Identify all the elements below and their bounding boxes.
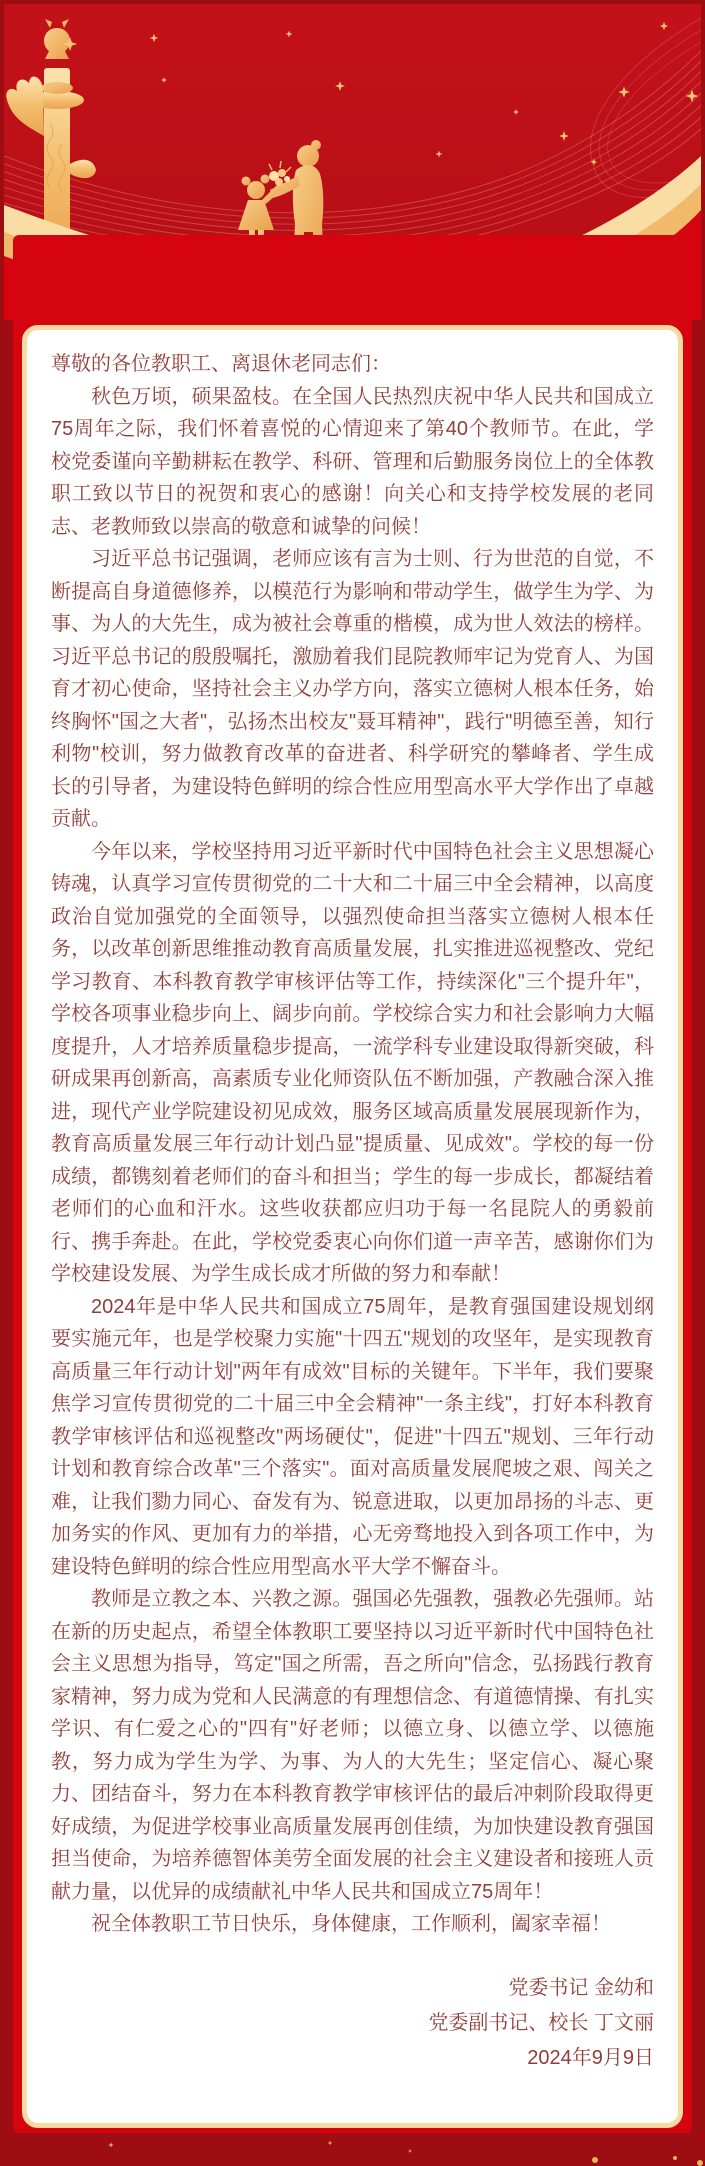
signature-line: 党委副书记、校长 丁文丽 bbox=[428, 2011, 654, 2034]
letter-salutation: 尊敬的各位教职工、离退休老同志们： bbox=[51, 353, 391, 375]
letter-paragraph: 教师是立教之本、兴教之源。强国必先强教，强教必先强师。站在新的历史起点，希望全体教职工要坚持以习近平新时代中国特色社会主义思想为指导，笃定"国之所需，吾之所向"信念，弘扬践行教育家精神，努力成为党和人民满意的有理想信念、有道德情操、有扎实学识、有仁爱之心的"四有"好老师；以德立身、以德立学、以德施教，努力成为学生为学、为事、为人的大先生；坚定信心、凝心聚力、团结奋斗，努力在本科教育教学审核评估的最后冲刺阶段取得更好成绩，为促进学校事业高质量发展再创佳绩，为加快建设教育强国担当使命，为培养德智体美劳全面发展的社会主义建设者和接班人贡献力量，以优异的成绩献礼中华人民共和国成立75周年！ bbox=[51, 1588, 654, 1903]
letter-paragraph: 2024年是中华人民共和国成立75周年，是教育强国建设规划纲要实施元年，也是学校聚力实施"十四五"规划的攻坚年，是实现教育高质量三年行动计划"两年有成效"目标的关键年。下半年，我们要聚焦学习宣传贯彻党的二十届三中全会精神"一条主线"，打好本科教育教学审核评估和巡视整改"两场硬仗"，促进"十四五"规划、三年行动计划和教育综合改革"三个落实"。面对高质量发展爬坡之艰、闯关之难，让我们勠力同心、奋发有为、锐意进取，以更加昂扬的斗志、更加务实的作风、更加有力的举措，心无旁骛地投入到各项工作中，为建设特色鲜明的综合性应用型高水平大学不懈奋斗。 bbox=[51, 1295, 654, 1578]
signature-line: 党委书记 金幼和 bbox=[508, 1976, 654, 1999]
signature-block bbox=[51, 1971, 654, 2076]
letter-paragraph: 祝全体教职工节日快乐，身体健康，工作顺利，阖家幸福！ bbox=[91, 1913, 611, 1935]
letter-body bbox=[51, 381, 654, 1941]
bottom-sparkles-decoration bbox=[0, 2133, 705, 2166]
letter-paragraph: 习近平总书记强调，老师应该有言为士则、行为世范的自觉，不断提高自身道德修养，以模范行为影响和带动学生，做学生为学、为事、为人的大先生，成为被社会尊重的楷模，成为世人效法的榜样。习近平总书记的殷殷嘱托，激励着我们昆院教师牢记为党育人、为国育才初心使命，坚持社会主义办学方向，落实立德树人根本任务，始终胸怀"国之大者"，弘扬杰出校友"聂耳精神"，践行"明德至善，知行利物"校训，努力做教育改革的奋进者、科学研究的攀峰者、学生成长的引导者，为建设特色鲜明的综合性应用型高水平大学作出了卓越贡献。 bbox=[51, 548, 654, 830]
signature-line: 2024年9月9日 bbox=[527, 2046, 654, 2069]
letter-card bbox=[22, 325, 683, 2128]
letter-paragraph: 今年以来，学校坚持用习近平新时代中国特色社会主义思想凝心铸魂，认真学习宣传贯彻党的二十大和二十届三中全会精神，以高度政治自觉加强党的全面领导，以强烈使命担当落实立德树人根本任务，以改革创新思维推动教育高质量发展，扎实推进巡视整改、党纪学习教育、本科教育教学审核评估等工作，持续深化"三个提升年"，学校各项事业稳步向上、阔步向前。学校综合实力和社会影响力大幅度提升，人才培养质量稳步提高，一流学科专业建设取得新突破，科研成果再创新高，高素质专业化师资队伍不断加强，产教融合深入推进，现代产业学院建设初见成效，服务区域高质量发展展现新作为，教育高质量发展三年行动计划凸显"提质量、见成效"。学校的每一份成绩，都镌刻着老师们的奋斗和担当；学生的每一步成长，都凝结着老师们的心血和汗水。这些收获都应归功于每一名昆院人的勇毅前行、携手奔赴。在此，学校党委衷心向你们道一声辛苦，感谢你们为学校建设发展、为学生成长成才所做的努力和奉献！ bbox=[51, 840, 654, 1285]
letter-paragraph: 秋色万顷，硕果盈枝。在全国人民热烈庆祝中华人民共和国成立75周年之际，我们怀着喜悦的心情迎来了第40个教师节。在此，学校党委谨向辛勤耕耘在教学、科研、管理和后勤服务岗位上的全体教职工致以节日的祝贺和衷心的感谢！向关心和支持学校发展的老同志、老教师致以崇高的敬意和诚挚的问候！ bbox=[51, 385, 654, 538]
